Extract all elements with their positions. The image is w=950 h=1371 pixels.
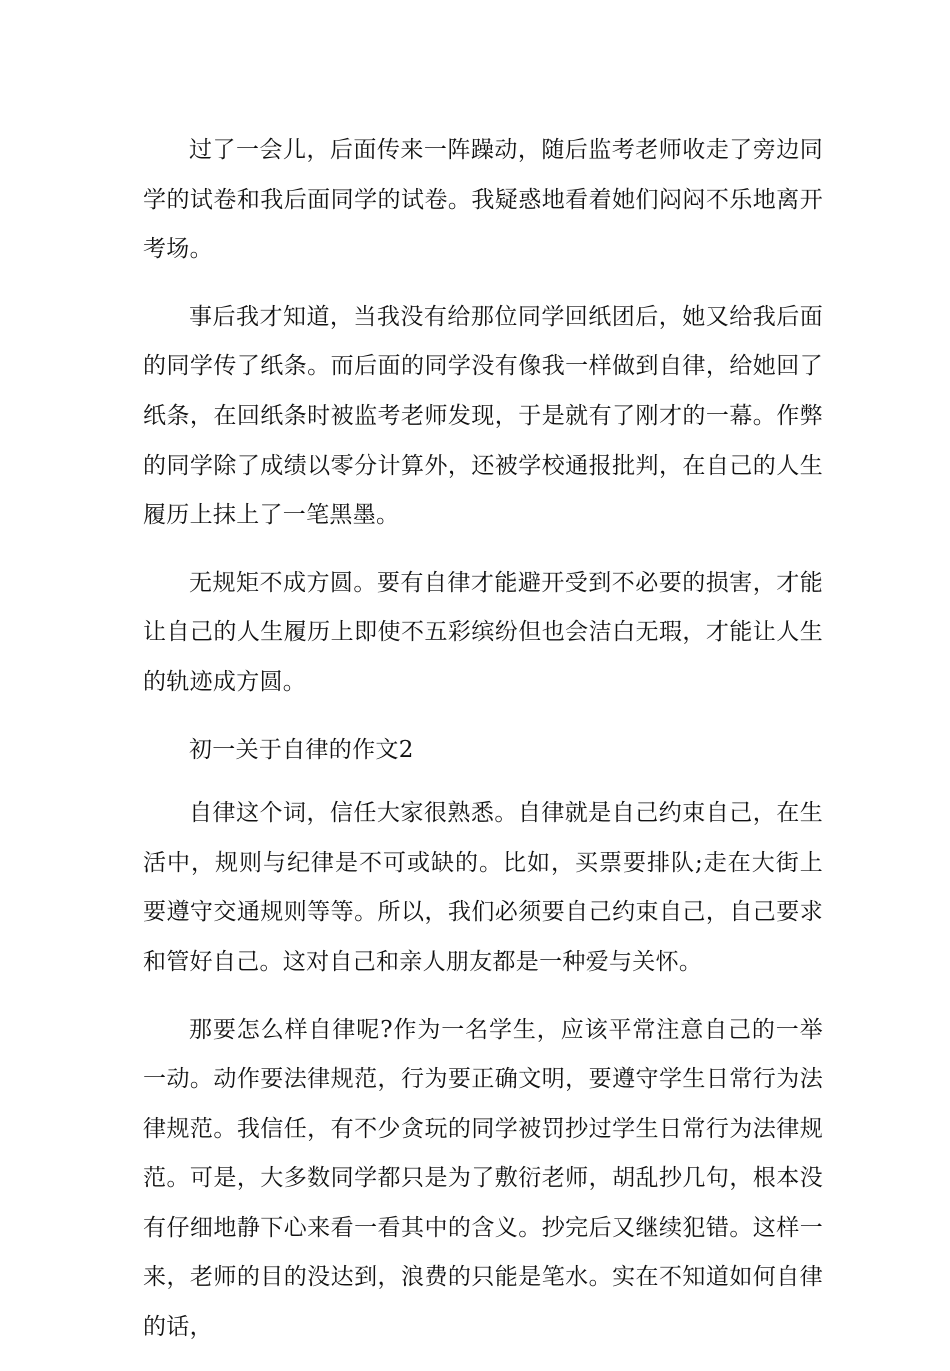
paragraph-how-to-self-discipline: 那要怎么样自律呢?作为一名学生，应该平常注意自己的一举一动。动作要法律规范，行为要正确文明，要遵守学生日常行为法律规范。我信任，有不少贪玩的同学被罚抄过学生日常行为法律规范。可是，大多数同学都只是为了敷衍老师，胡乱抄几句，根本没有仔细地静下心来看一看其中的含义。抄完后又继续犯错。这样一来，老师的目的没达到，浪费的只能是笔水。实在不知道如何自律的话， <box>143 1016 823 1341</box>
paragraph-exam-commotion: 过了一会儿，后面传来一阵躁动，随后监考老师收走了旁边同学的试卷和我后面同学的试卷。我疑惑地看着她们闷闷不乐地离开考场。 <box>143 137 823 263</box>
paragraph-rules-conclusion: 无规矩不成方圆。要有自律才能避开受到不必要的损害，才能让自己的人生履历上即使不五彩缤纷但也会洁白无瑕，才能让人生的轨迹成方圆。 <box>143 569 823 695</box>
paragraph-cheating-consequence: 事后我才知道，当我没有给那位同学回纸团后，她又给我后面的同学传了纸条。而后面的同学没有像我一样做到自律，给她回了纸条，在回纸条时被监考老师发现，于是就有了刚才的一幕。作弊的同学除了成绩以零分计算外，还被学校通报批判，在自己的人生履历上抹上了一笔黑墨。 <box>143 303 823 529</box>
essay-title-2: 初一关于自律的作文2 <box>189 736 414 763</box>
document-page <box>143 126 823 1371</box>
paragraph-self-discipline-intro: 自律这个词，信任大家很熟悉。自律就是自己约束自己，在生活中，规则与纪律是不可或缺的。比如，买票要排队;走在大街上要遵守交通规则等等。所以，我们必须要自己约束自己，自己要求和管好自己。这对自己和亲人朋友都是一种爱与关怀。 <box>143 800 823 975</box>
